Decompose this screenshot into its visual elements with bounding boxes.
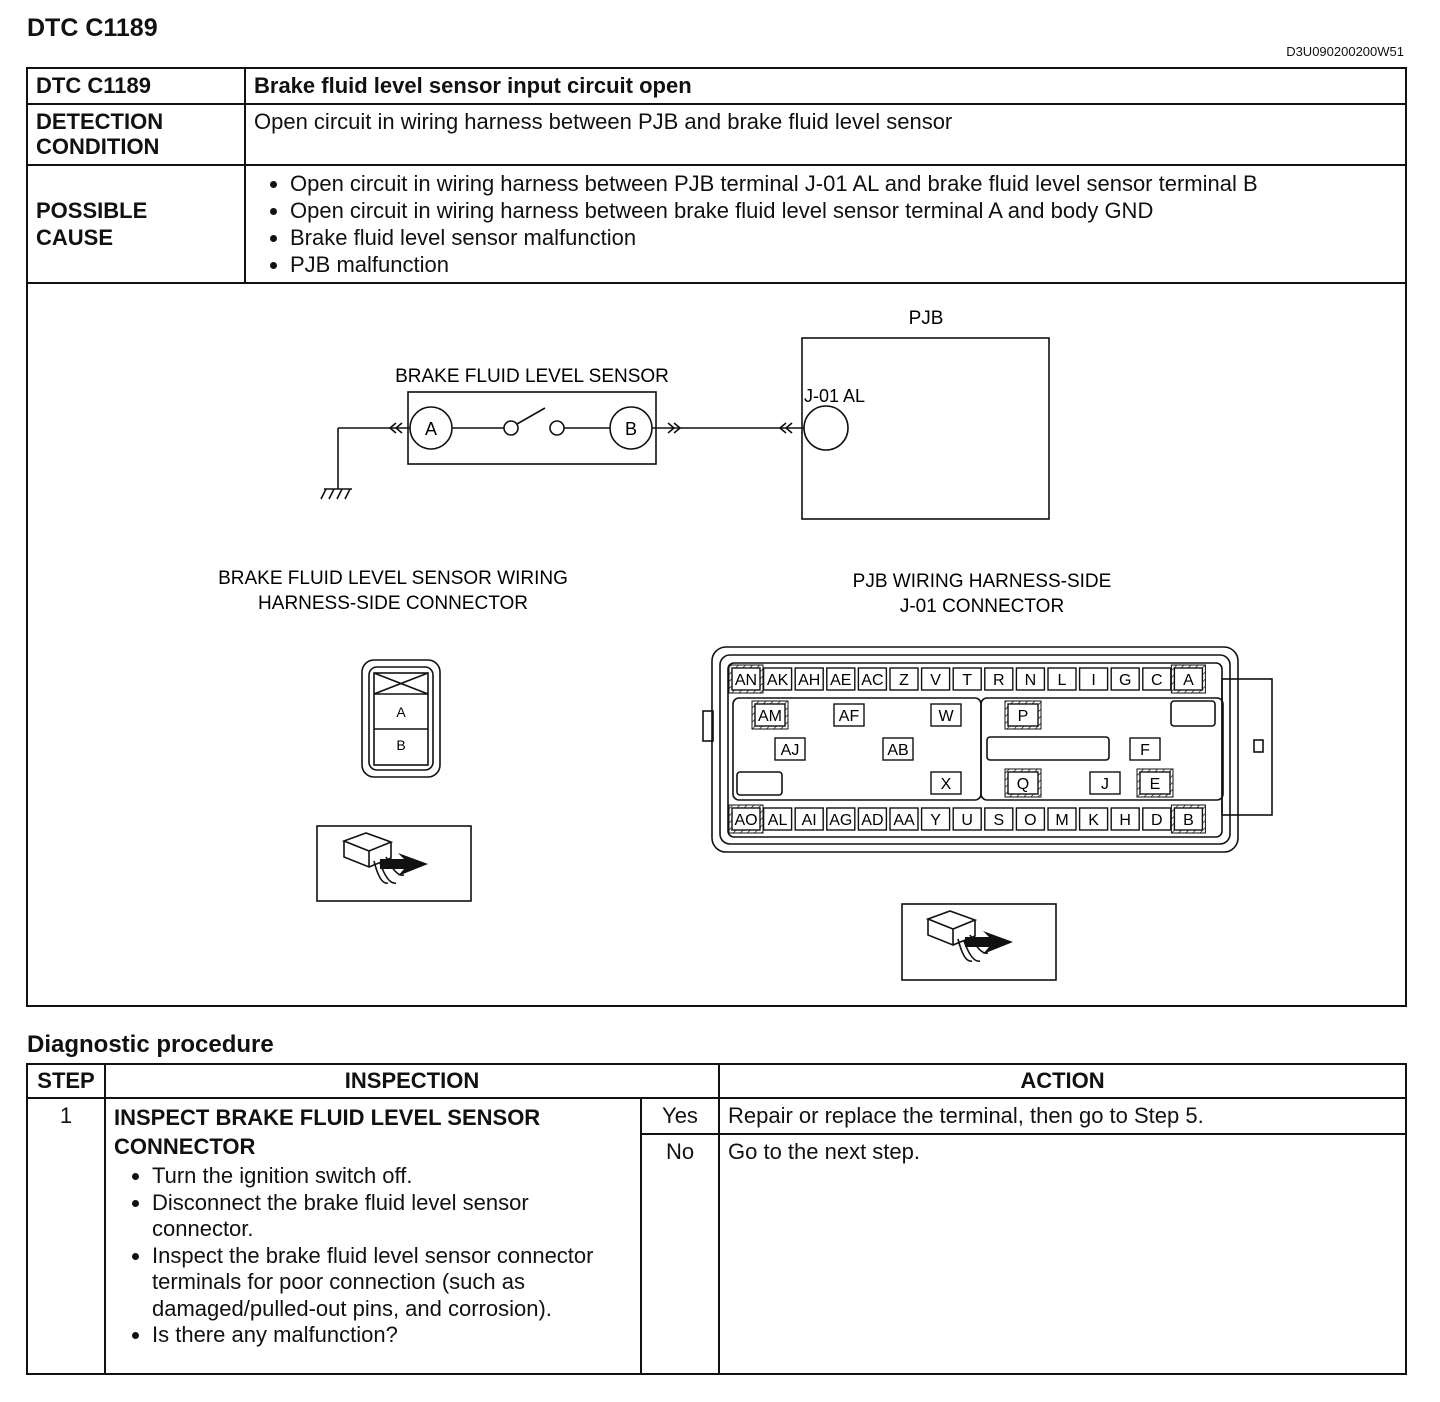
diagnostic-procedure-table — [26, 1063, 1407, 1375]
inspection-heading-line-1: INSPECT BRAKE FLUID LEVEL SENSOR — [114, 1105, 541, 1130]
pjb-pin-m — [1048, 808, 1076, 830]
svg-text:S: S — [993, 812, 1005, 829]
svg-text:P: P — [1017, 708, 1029, 725]
pjb-pin-ai — [795, 808, 823, 830]
svg-text:AA: AA — [893, 812, 915, 829]
detection-label-line-2: CONDITION — [36, 134, 160, 159]
pjb-pin-af — [834, 704, 864, 726]
detection-condition-label — [27, 104, 245, 165]
svg-text:AJ: AJ — [780, 742, 800, 759]
svg-text:AD: AD — [861, 812, 884, 829]
pjb-pin-aj — [775, 738, 805, 760]
no-label: No — [641, 1134, 719, 1374]
svg-text:Q: Q — [1016, 776, 1030, 793]
pjb-connector-title-2: J-01 CONNECTOR — [899, 596, 1065, 617]
inspection-column-header: INSPECTION — [105, 1064, 719, 1098]
svg-text:B: B — [1183, 812, 1194, 829]
pjb-pin-ae — [827, 668, 855, 690]
svg-text:AB: AB — [887, 742, 909, 759]
pjb-pin-group — [729, 665, 1205, 833]
svg-text:H: H — [1119, 812, 1131, 829]
sensor-pin-b: B — [396, 737, 406, 753]
svg-text:A: A — [1183, 672, 1194, 689]
detection-label-line-1: DETECTION — [36, 109, 164, 134]
cause-label-line-1: POSSIBLE — [36, 198, 148, 223]
pjb-pin-u — [953, 808, 981, 830]
pjb-pin-e — [1137, 769, 1173, 797]
svg-text:J: J — [1101, 776, 1109, 793]
svg-text:D: D — [1151, 812, 1163, 829]
detection-condition-value: Open circuit in wiring harness between PJB and brake fluid level sensor — [245, 104, 1406, 165]
pjb-pin-ah — [795, 668, 823, 690]
yes-label: Yes — [641, 1098, 719, 1134]
pjb-pin-y — [922, 808, 950, 830]
cause-item: • PJB malfunction — [290, 251, 1397, 278]
svg-text:K: K — [1088, 812, 1099, 829]
pjb-pin-g — [1111, 668, 1139, 690]
svg-text:R: R — [993, 672, 1005, 689]
sensor-connector-title-2: HARNESS-SIDE CONNECTOR — [258, 593, 528, 614]
possible-cause-list-cell — [245, 165, 1406, 283]
arrow-icon — [965, 931, 1013, 954]
pjb-pin-p — [1005, 701, 1041, 729]
inspection-item: • Turn the ignition switch off. — [152, 1163, 632, 1190]
pjb-pin-t — [953, 668, 981, 690]
inspection-item: • Disconnect the brake fluid level sensor connector. — [152, 1190, 632, 1243]
yes-action: Repair or replace the terminal, then go to Step 5. — [719, 1098, 1406, 1134]
svg-text:W: W — [938, 708, 954, 725]
pjb-connector-title-1: PJB WIRING HARNESS-SIDE — [852, 571, 1112, 592]
svg-text:M: M — [1055, 812, 1069, 829]
pjb-label: PJB — [908, 308, 944, 329]
action-column-header: ACTION — [719, 1064, 1406, 1098]
wiring-diagram — [28, 279, 1405, 1005]
pjb-pin-r — [985, 668, 1013, 690]
svg-text:AC: AC — [861, 672, 884, 689]
svg-text:Y: Y — [930, 812, 941, 829]
pjb-pin-ad — [858, 808, 886, 830]
svg-text:AM: AM — [758, 708, 782, 725]
pjb-pin-ag — [827, 808, 855, 830]
svg-text:AE: AE — [830, 672, 852, 689]
no-action: Go to the next step. — [719, 1134, 1406, 1374]
pjb-pin-am — [752, 701, 788, 729]
svg-text:O: O — [1024, 812, 1037, 829]
sensor-label: BRAKE FLUID LEVEL SENSOR — [395, 366, 669, 387]
svg-text:AH: AH — [798, 672, 821, 689]
sensor-pin-a: A — [396, 704, 406, 720]
pjb-pin-x — [931, 772, 961, 794]
svg-text:AL: AL — [767, 812, 788, 829]
pjb-pin-aa — [890, 808, 918, 830]
cause-label-line-2: CAUSE — [36, 225, 114, 250]
cause-item: • Open circuit in wiring harness between brake fluid level sensor terminal A and body GND — [290, 197, 1397, 224]
svg-text:Z: Z — [899, 672, 909, 689]
dtc-code-label: DTC C1189 — [27, 68, 245, 104]
possible-cause-list — [254, 170, 1397, 278]
arrow-icon — [380, 853, 428, 876]
document-code: D3U090200200W51 — [1286, 44, 1404, 59]
pjb-terminal-label: J-01 AL — [804, 386, 866, 406]
inspection-list — [114, 1163, 632, 1349]
switch-contact-left — [504, 421, 518, 435]
pjb-pin-w — [931, 704, 961, 726]
pjb-pin-l — [1048, 668, 1076, 690]
terminal-a-label: A — [424, 419, 438, 439]
svg-text:X: X — [940, 776, 952, 793]
dtc-info-table — [26, 67, 1407, 284]
svg-text:AF: AF — [838, 708, 860, 725]
pjb-pin-al — [764, 808, 792, 830]
pjb-pin-q — [1005, 769, 1041, 797]
svg-text:C: C — [1151, 672, 1163, 689]
pjb-pin-ac — [858, 668, 886, 690]
sensor-body — [408, 392, 656, 464]
pjb-pin-ao — [729, 805, 763, 833]
switch-contact-right — [550, 421, 564, 435]
pjb-pin-k — [1080, 808, 1108, 830]
sensor-connector-title-1: BRAKE FLUID LEVEL SENSOR WIRING — [218, 568, 568, 589]
pjb-pin-n — [1016, 668, 1044, 690]
svg-text:L: L — [1057, 672, 1067, 689]
step-column-header: STEP — [27, 1064, 105, 1098]
svg-text:F: F — [1140, 742, 1150, 759]
svg-text:G: G — [1118, 672, 1132, 689]
switch-blade — [517, 408, 545, 424]
pjb-pin-d — [1143, 808, 1171, 830]
pjb-pin-an — [729, 665, 763, 693]
pjb-pin-ak — [764, 668, 792, 690]
pjb-body — [802, 338, 1049, 519]
svg-text:N: N — [1024, 672, 1037, 689]
pjb-pin-s — [985, 808, 1013, 830]
inspection-heading-line-2: CONNECTOR — [114, 1134, 256, 1159]
cause-item: • Open circuit in wiring harness between PJB terminal J-01 AL and brake fluid level sensor terminal B — [290, 170, 1397, 197]
pjb-pin-b — [1171, 805, 1205, 833]
step-number: 1 — [27, 1098, 105, 1374]
svg-text:AK: AK — [766, 672, 789, 689]
svg-text:AI: AI — [801, 812, 817, 829]
pjb-pin-ab — [883, 738, 913, 760]
pjb-pin-a — [1171, 665, 1205, 693]
inspection-cell — [105, 1098, 641, 1374]
pjb-pin-h — [1111, 808, 1139, 830]
pjb-pin-v — [922, 668, 950, 690]
terminal-b-label: B — [624, 419, 638, 439]
svg-text:AN: AN — [734, 672, 758, 689]
wiring-diagram-panel — [26, 279, 1407, 1007]
pjb-pin-f — [1130, 738, 1160, 760]
inspection-item: • Inspect the brake fluid level sensor connector terminals for poor connection (such as damaged/pulled-out pins, and corrosion). — [152, 1243, 632, 1323]
procedure-title: Diagnostic procedure — [27, 1031, 274, 1058]
dtc-code-value: Brake fluid level sensor input circuit open — [245, 68, 1406, 104]
svg-text:AO: AO — [734, 812, 758, 829]
pjb-terminal-j01-al — [804, 406, 848, 450]
svg-text:AG: AG — [829, 812, 853, 829]
cause-item: • Brake fluid level sensor malfunction — [290, 224, 1397, 251]
pjb-pin-c — [1143, 668, 1171, 690]
inspection-item: • Is there any malfunction? — [152, 1322, 632, 1349]
page-title: DTC C1189 — [27, 14, 158, 42]
svg-text:E: E — [1149, 776, 1161, 793]
pjb-pin-i — [1080, 668, 1108, 690]
possible-cause-label — [27, 165, 245, 283]
svg-text:I: I — [1091, 672, 1096, 689]
pjb-pin-z — [890, 668, 918, 690]
svg-text:U: U — [961, 812, 973, 829]
pjb-pin-j — [1090, 772, 1120, 794]
svg-text:V: V — [930, 672, 941, 689]
pjb-pin-o — [1016, 808, 1044, 830]
svg-text:T: T — [962, 672, 973, 689]
